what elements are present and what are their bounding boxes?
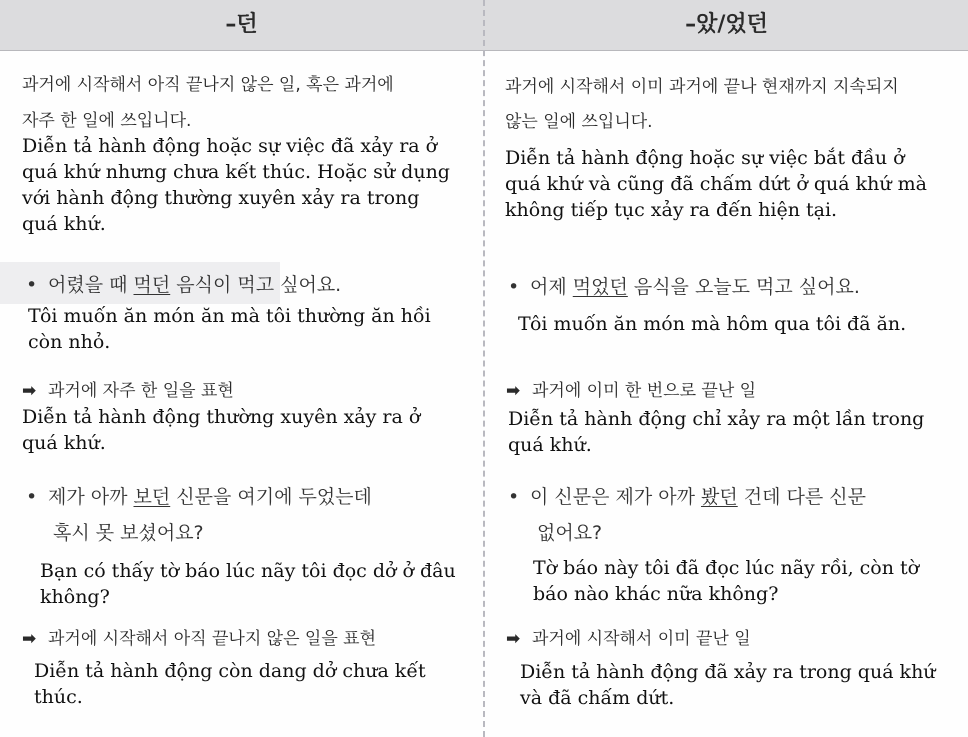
left-example-2: [26, 482, 372, 509]
example-underlined-word: 보던: [133, 486, 171, 508]
right-definition-vi-line: quá khứ và cũng đã chấm dứt ở quá khứ mà: [505, 173, 928, 195]
translation-line: Diễn tả hành động còn dang dở chưa kết: [34, 660, 426, 682]
right-definition-ko-line2: 않는 일에 쓰입니다.: [505, 112, 653, 132]
example-text: 음식이 먹고 싶어요.: [170, 274, 342, 296]
translation-line: quá khứ.: [508, 434, 592, 456]
right-definition-vi-line: Diễn tả hành động hoặc sự việc bắt đầu ở: [505, 147, 905, 169]
right-definition-ko-line1: 과거에 시작해서 이미 과거에 끝나 현재까지 지속되지: [505, 77, 899, 97]
right-example-2-vi: [533, 555, 919, 607]
right-example-2: [508, 482, 866, 509]
example-text: 제가 아까: [48, 486, 134, 508]
right-note-2-vi: [520, 659, 936, 711]
translation-line: quá khứ.: [22, 432, 106, 454]
left-example-1-vi: [28, 303, 431, 355]
example-text: 어렸을 때: [48, 274, 134, 296]
left-example-2-vi: [40, 558, 456, 610]
right-example-1-vi: [518, 311, 906, 337]
header-left: –던: [225, 12, 258, 37]
translation-line: báo nào khác nữa không?: [533, 583, 779, 605]
arrow-right-icon: ➡: [22, 381, 37, 401]
translation-line: Diễn tả hành động thường xuyên xảy ra ở: [22, 406, 421, 428]
left-definition-ko-line2: 자주 한 일에 쓰입니다.: [22, 111, 192, 131]
left-definition-vi: [22, 133, 450, 237]
left-definition-vi-line: quá khứ.: [22, 213, 106, 235]
right-note-1: [506, 376, 756, 401]
bullet-icon: •: [26, 486, 38, 508]
translation-line: thúc.: [34, 686, 83, 708]
bullet-icon: •: [508, 486, 520, 508]
note-text: 과거에 자주 한 일을 표현: [48, 381, 234, 401]
example-text: 이 신문은 제가 아까: [530, 486, 701, 508]
left-note-1: [22, 376, 234, 401]
translation-line: Diễn tả hành động đã xảy ra trong quá khứ: [520, 661, 936, 683]
example-underlined-word: 봤던: [701, 486, 738, 508]
bullet-icon: •: [26, 274, 38, 296]
example-text: 건데 다른 신문: [737, 486, 866, 508]
right-note-2: [506, 624, 751, 649]
note-text: 과거에 이미 한 번으로 끝난 일: [532, 381, 757, 401]
example-underlined-word: 먹었던: [572, 276, 628, 298]
bullet-icon: •: [508, 276, 520, 298]
translation-line: Diễn tả hành động chỉ xảy ra một lần trong: [508, 408, 925, 430]
left-note-2-vi: [34, 658, 426, 710]
left-example-2-line2: 혹시 못 보셨어요?: [53, 522, 204, 544]
left-definition-vi-line: Diễn tả hành động hoặc sự việc đã xảy ra ở: [22, 135, 438, 157]
right-definition-vi: [505, 145, 927, 223]
example-text: 음식을 오늘도 먹고 싶어요.: [627, 276, 860, 298]
left-definition-vi-line: quá khứ nhưng chưa kết thúc. Hoặc sử dụng: [22, 161, 450, 183]
translation-line: Tờ báo này tôi đã đọc lúc nãy rồi, còn tờ: [533, 557, 920, 579]
left-definition-vi-line: với hành động thường xuyên xảy ra trong: [22, 187, 420, 209]
header-right: –았/었던: [685, 12, 768, 37]
left-note-1-vi: [22, 404, 420, 456]
right-definition-vi-line: không tiếp tục xảy ra đến hiện tại.: [505, 199, 838, 221]
translation-line: Tôi muốn ăn món ăn mà tôi thường ăn hồi: [28, 305, 431, 327]
translation-line: Tôi muốn ăn món mà hôm qua tôi đã ăn.: [518, 313, 907, 335]
right-example-2-line2: 없어요?: [537, 522, 603, 544]
translation-line: còn nhỏ.: [28, 331, 111, 353]
right-note-1-vi: [508, 406, 924, 458]
left-note-2: [22, 624, 376, 649]
column-divider: [483, 0, 485, 737]
right-example-1: [508, 272, 860, 299]
example-underlined-word: 먹던: [133, 274, 171, 296]
note-text: 과거에 시작해서 아직 끝나지 않은 일을 표현: [48, 629, 377, 649]
translation-line: không?: [40, 586, 110, 608]
note-text: 과거에 시작해서 이미 끝난 일: [532, 629, 751, 649]
example-text: 어제: [530, 276, 573, 298]
left-example-1: [26, 270, 341, 297]
translation-line: và đã chấm dứt.: [520, 687, 675, 709]
arrow-right-icon: ➡: [22, 629, 37, 649]
arrow-right-icon: ➡: [506, 381, 521, 401]
translation-line: Bạn có thấy tờ báo lúc nãy tôi đọc dở ở đâu: [40, 560, 456, 582]
left-definition-ko-line1: 과거에 시작해서 아직 끝나지 않은 일, 혹은 과거에: [22, 75, 394, 95]
example-text: 신문을 여기에 두었는데: [170, 486, 372, 508]
arrow-right-icon: ➡: [506, 629, 521, 649]
